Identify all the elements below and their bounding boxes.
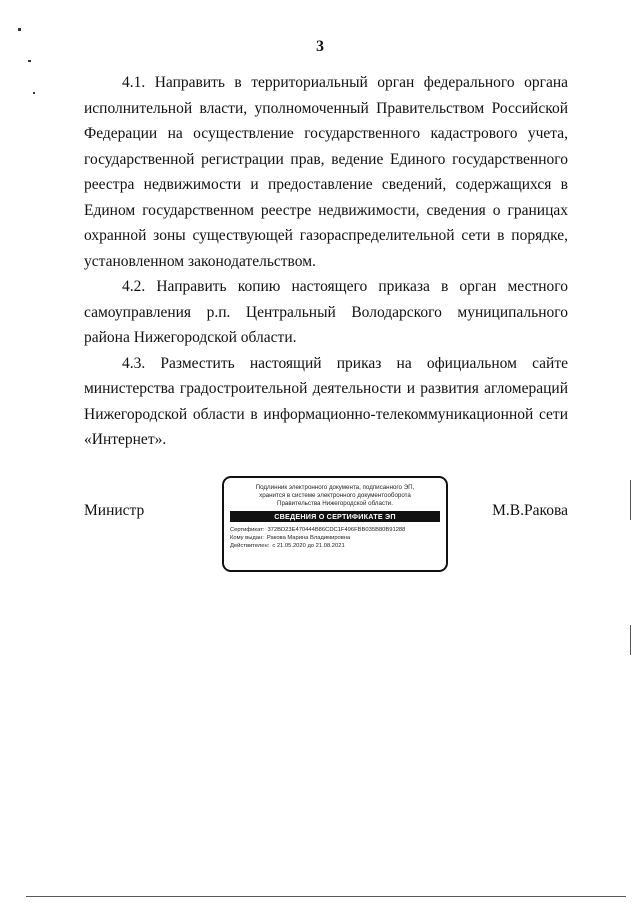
issued-to-label: Кому выдан: [230,534,264,541]
scan-edge-line [630,480,631,520]
stamp-header-line: Подлинник электронного документа, подписанного ЭП, [255,484,415,491]
stamp-header [230,484,440,507]
scan-speck [33,92,35,94]
certificate-label: Сертификат: [230,527,265,534]
stamp-details [230,527,440,550]
scan-speck [18,28,21,31]
paragraph-4-2: 4.2. Направить копию настоящего приказа в орган местного самоуправления р.п. Центральный Володарского муниципального района Нижегородской области. [84,278,568,346]
paragraph-4-3: 4.3. Разместить настоящий приказ на официальном сайте министерства градостроительной деятельности и развития агломераций Нижегородской области в информационно-телекоммуникационной сети «Интернет». [84,354,568,448]
issued-to-row [230,535,440,543]
stamp-title: СВЕДЕНИЯ О СЕРТИФИКАТЕ ЭП [230,511,440,522]
signatory-name: М.В.Ракова [492,502,568,519]
validity-row [230,543,440,551]
issued-to-value: Ракова Марина Владимировна [266,534,351,541]
electronic-signature-stamp [222,476,448,572]
stamp-header-line: Правительства Нижегородской области. [277,499,393,507]
certificate-value: 372BD23E470444B86CDC1F496FBB035B80B91288 [267,527,406,534]
paragraph-4-1: 4.1. Направить в территориальный орган федерального органа исполнительной власти, уполномоченный Правительством Российской Федерации на осуществление государственного кадастрового учета, государственной регистрации прав, ведение Единого государственного реестра недвижимости и предоставление сведений, содержащихся в Едином государственном реестре недвижимости, сведения о границах охранной зоны существующей газораспределительной сети в порядке, установленном законодательством. [84,74,568,270]
stamp-header-line: хранится в системе электронного документооборота [259,491,411,499]
validity-label: Действителен: [230,542,270,549]
signatory-title: Министр [84,502,145,519]
document-body [84,70,568,453]
page-number: 3 [316,38,324,55]
validity-value: с 21.05.2020 до 21.08.2021 [272,542,345,549]
scan-edge-line [630,625,631,655]
certificate-row [230,527,440,535]
scan-speck [28,60,31,62]
scan-bottom-line [26,896,626,897]
